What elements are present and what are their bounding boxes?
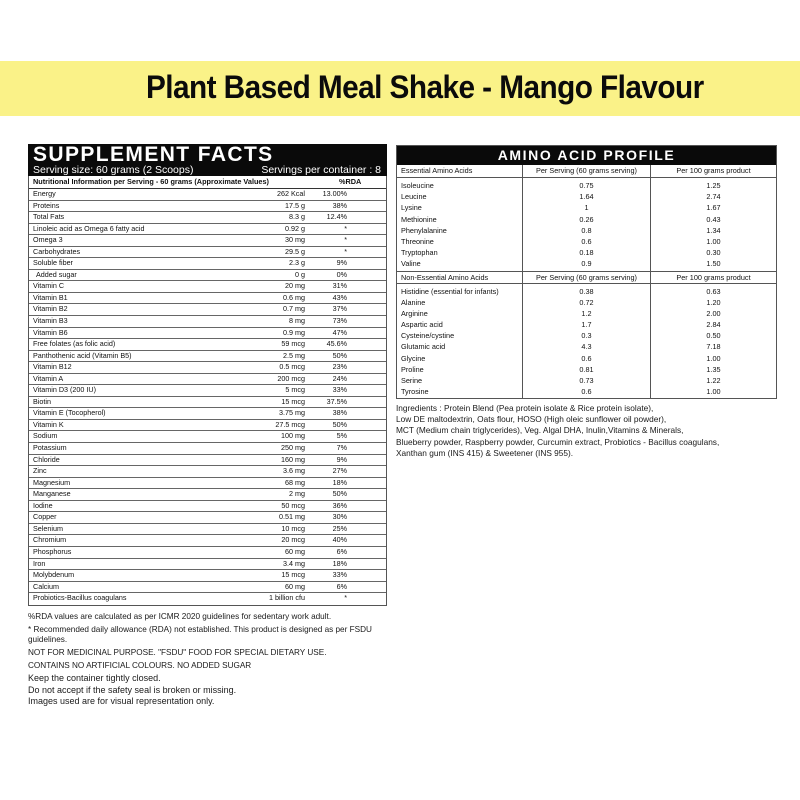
amino-section-header: Per Serving (60 grams serving) [523, 271, 650, 284]
amino-acid-name: Cysteine/cystine [401, 331, 455, 341]
nutrient-name: Vitamin C [33, 281, 65, 291]
nutrient-rda: 12.4% [326, 212, 347, 222]
nutrient-name: Vitamin B1 [33, 292, 68, 302]
nutrient-name: Added sugar [36, 269, 77, 279]
nutrient-name: Manganese [33, 489, 71, 499]
ingredients-line: Blueberry powder, Raspberry powder, Curcumin extract, Probiotics - Bacillus coagulans, [396, 436, 720, 447]
amino-acid-name: Isoleucine [401, 181, 434, 190]
nutrition-header-label: Nutritional Information per Serving - 60 grams (Approximate Values) [33, 177, 269, 186]
amino-acid-value: 2.00 [706, 308, 721, 318]
amino-acid-value: 0.81 [579, 364, 594, 374]
amino-acid-value: 1.00 [706, 236, 721, 246]
amino-acid-value: 0.18 [579, 248, 594, 258]
nutrition-row [29, 270, 386, 282]
nutrition-row [29, 328, 386, 340]
amino-acid-value: 0.50 [706, 331, 721, 341]
nutrition-row [29, 582, 386, 594]
nutrition-row [29, 431, 386, 443]
amino-acid-profile-panel [396, 145, 777, 399]
amino-acid-name: Threonine [401, 236, 434, 246]
nutrient-rda: 50% [332, 419, 347, 429]
nutrient-amount: 30 mg [285, 235, 305, 245]
amino-section-header: Non-Essential Amino Acids [397, 271, 522, 284]
nutrient-rda: 24% [332, 373, 347, 383]
nutrition-row [29, 293, 386, 305]
nutrient-rda: 33% [332, 570, 347, 580]
amino-acid-value: 1.2 [581, 308, 592, 318]
amino-acid-value: 0.43 [706, 214, 721, 224]
product-title: Plant Based Meal Shake - Mango Flavour [146, 69, 704, 105]
nutrition-row [29, 201, 386, 213]
amino-acid-value: 1.34 [706, 225, 721, 235]
nutrient-name: Selenium [33, 523, 63, 533]
nutrition-row [29, 385, 386, 397]
nutrition-row [29, 501, 386, 513]
nutrient-rda: 18% [332, 477, 347, 487]
nutrient-amount: 3.4 mg [283, 558, 305, 568]
nutrient-amount: 20 mg [285, 281, 305, 291]
nutrient-name: Total Fats [33, 212, 65, 222]
title-banner [0, 61, 800, 116]
nutrient-name: Phosphorus [33, 546, 72, 556]
amino-acid-value: 1.35 [706, 364, 721, 374]
nutrient-amount: 15 mcg [281, 396, 305, 406]
nutrient-name: Sodium [33, 431, 58, 441]
nutrition-row [29, 570, 386, 582]
nutrition-row [29, 593, 386, 605]
nutrient-amount: 200 mcg [277, 373, 305, 383]
amino-acid-value: 1.22 [706, 376, 721, 385]
nutrient-rda: 73% [332, 316, 347, 326]
nutrient-rda: 25% [332, 523, 347, 533]
nutrient-amount: 60 mg [285, 581, 305, 591]
amino-acid-value: 1.25 [706, 181, 721, 190]
nutrition-row [29, 512, 386, 524]
amino-acid-value: 1.64 [579, 192, 594, 202]
nutrient-name: Calcium [33, 581, 59, 591]
nutrient-rda: 9% [336, 454, 347, 464]
nutrient-amount: 250 mg [281, 443, 305, 453]
ingredients-line: Ingredients : Protein Blend (Pea protein isolate & Rice protein isolate), [396, 403, 654, 413]
amino-section-header: Per 100 grams product [651, 271, 776, 284]
nutrient-amount: 15 mcg [281, 570, 305, 580]
nutrient-rda: 0% [336, 269, 347, 279]
nutrition-row [29, 559, 386, 571]
amino-acid-name: Alanine [401, 297, 426, 307]
nutrient-amount: 0 g [295, 269, 305, 279]
amino-section-header: Per 100 grams product [651, 165, 776, 178]
ingredients-text [396, 403, 786, 459]
nutrition-row [29, 247, 386, 259]
label-notes [28, 612, 388, 708]
nutrition-row [29, 374, 386, 386]
nutrient-amount: 10 mcg [281, 523, 305, 533]
nutrient-name: Vitamin B3 [33, 316, 68, 326]
nutrition-row [29, 524, 386, 536]
nutrient-name: Probiotics-Bacillus coagulans [33, 593, 127, 603]
nutrition-row [29, 489, 386, 501]
nutrient-amount: 0.5 mcg [279, 362, 305, 372]
amino-acid-name: Leucine [401, 192, 427, 202]
nutrient-amount: 3.75 mg [279, 408, 305, 418]
non-essential-amino-block [651, 284, 776, 399]
nutrient-rda: * [344, 235, 347, 245]
nutrient-rda: 6% [336, 581, 347, 591]
nutrient-rda: * [344, 593, 347, 603]
nutrient-amount: 1 billion cfu [269, 593, 305, 603]
amino-acid-value: 2.74 [706, 192, 721, 202]
nutrient-amount: 0.7 mg [283, 304, 305, 314]
nutrition-row [29, 420, 386, 432]
nutrition-table-header [29, 176, 386, 189]
seal-note: Do not accept if the safety seal is broken or missing. [28, 684, 237, 695]
amino-section-header: Essential Amino Acids [397, 165, 522, 178]
nutrient-rda: 23% [332, 362, 347, 372]
nutrition-row [29, 258, 386, 270]
nutrient-name: Proteins [33, 200, 60, 210]
nutrition-row [29, 443, 386, 455]
amino-acid-name: Tryptophan [401, 248, 438, 258]
nutrient-amount: 5 mcg [285, 385, 305, 395]
non-essential-amino-block [397, 284, 522, 399]
amino-acid-value: 0.6 [581, 353, 592, 363]
nutrition-row [29, 281, 386, 293]
images-note: Images used are for visual representation only. [28, 696, 215, 707]
amino-acid-value: 0.72 [579, 297, 594, 307]
amino-acid-value: 1 [584, 203, 589, 213]
nutrient-rda: 50% [332, 350, 347, 360]
supplement-facts-header [28, 144, 387, 176]
nutrient-amount: 59 mcg [281, 339, 305, 349]
nutrient-rda: 13.00% [322, 189, 347, 198]
rda-header-label: %RDA [339, 177, 362, 186]
nutrient-rda: * [344, 223, 347, 233]
nutrient-rda: 45.6% [326, 339, 347, 349]
amino-acid-value: 1.7 [581, 320, 592, 330]
nutrient-amount: 8.3 g [289, 212, 305, 222]
amino-acid-name: Glutamic acid [401, 342, 446, 352]
nutrient-amount: 68 mg [285, 477, 305, 487]
nutrient-amount: 2.3 g [289, 258, 305, 268]
amino-acid-value: 0.63 [706, 286, 721, 296]
nutrition-row [29, 304, 386, 316]
nutrient-rda: 27% [332, 466, 347, 476]
amino-acid-value: 0.26 [579, 214, 594, 224]
nutrient-name: Vitamin B2 [33, 304, 68, 314]
nutrient-name: Omega 3 [33, 235, 63, 245]
nutrition-row [29, 351, 386, 363]
nutrition-table [28, 176, 387, 606]
nutrition-row [29, 316, 386, 328]
nutrient-amount: 17.5 g [285, 200, 305, 210]
amino-acid-value: 0.75 [579, 181, 594, 190]
nutrient-rda: 5% [336, 431, 347, 441]
amino-acid-value: 0.9 [581, 259, 592, 269]
nutrient-name: Carbohydrates [33, 246, 81, 256]
nutrition-row [29, 466, 386, 478]
nutrient-rda: 40% [332, 535, 347, 545]
nutrient-rda: 47% [332, 327, 347, 337]
amino-acid-value: 0.3 [581, 331, 592, 341]
nutrition-row [29, 339, 386, 351]
nutrient-name: Copper [33, 512, 57, 522]
nutrient-name: Biotin [33, 396, 51, 406]
amino-acid-name: Tyrosine [401, 387, 429, 397]
nutrient-name: Chromium [33, 535, 67, 545]
nutrient-name: Iron [33, 558, 46, 568]
nutrient-amount: 29.5 g [285, 246, 305, 256]
amino-name-column [397, 165, 523, 398]
nutrient-rda: 30% [332, 512, 347, 522]
essential-amino-block [523, 178, 650, 271]
amino-per-100g-column [651, 165, 776, 398]
amino-acid-value: 0.6 [581, 387, 592, 397]
colours-note: CONTAINS NO ARTIFICIAL COLOURS. NO ADDED SUGAR [28, 660, 252, 670]
nutrient-amount: 0.51 mg [279, 512, 305, 522]
amino-acid-value: 1.67 [706, 203, 721, 213]
nutrition-row [29, 455, 386, 467]
nutrient-name: Potassium [33, 443, 67, 453]
nutrient-amount: 2 mg [289, 489, 305, 499]
nutrient-rda: 18% [332, 558, 347, 568]
nutrient-amount: 2.5 mg [283, 350, 305, 360]
nutrient-amount: 0.6 mg [283, 292, 305, 302]
amino-acid-name: Histidine (essential for infants) [401, 286, 499, 296]
nutrient-amount: 20 mcg [281, 535, 305, 545]
nutrient-rda: 38% [332, 200, 347, 210]
nutrient-amount: 262 Kcal [277, 189, 305, 198]
nutrient-name: Panthothenic acid (Vitamin B5) [33, 350, 132, 360]
amino-acid-value: 0.8 [581, 225, 592, 235]
amino-section-header: Per Serving (60 grams serving) [523, 165, 650, 178]
nutrient-rda: 6% [336, 546, 347, 556]
amino-acid-name: Lysine [401, 203, 422, 213]
amino-acid-name: Phenylalanine [401, 225, 447, 235]
nutrient-name: Vitamin A [33, 373, 64, 383]
nutrient-rda: 37.5% [326, 396, 347, 406]
ingredients-line: MCT (Medium chain triglycerides), Veg. Algal DHA, Inulin,Vitamins & Minerals, [396, 425, 684, 436]
nutrient-rda: 31% [332, 281, 347, 291]
nutrient-name: Vitamin B12 [33, 362, 72, 372]
amino-acid-table [397, 165, 776, 398]
amino-acid-value: 4.3 [581, 342, 592, 352]
amino-acid-value: 0.73 [579, 376, 594, 385]
ingredients-line: Xanthan gum (INS 415) & Sweetener (INS 955). [396, 447, 574, 458]
nutrition-row [29, 189, 386, 201]
asterisk-note: * Recommended daily allowance (RDA) not established. This product is designed as per FSDU guidelines. [28, 624, 372, 644]
amino-acid-value: 7.18 [706, 342, 721, 352]
amino-acid-value: 1.50 [706, 259, 721, 269]
amino-per-serving-column [523, 165, 651, 398]
amino-acid-value: 1.00 [706, 353, 721, 363]
nutrient-name: Vitamin D3 (200 IU) [33, 385, 96, 395]
nutrient-name: Free folates (as folic acid) [33, 339, 116, 349]
nutrient-name: Energy [33, 189, 56, 198]
nutrient-amount: 160 mg [281, 454, 305, 464]
essential-amino-block [651, 178, 776, 271]
nutrition-row [29, 478, 386, 490]
nutrient-amount: 50 mcg [281, 500, 305, 510]
nutrient-rda: 38% [332, 408, 347, 418]
nutrition-row [29, 397, 386, 409]
nutrient-amount: 3.6 mg [283, 466, 305, 476]
nutrient-name: Linoleic acid as Omega 6 fatty acid [33, 223, 145, 233]
rda-note: %RDA values are calculated as per ICMR 2020 guidelines for sedentary work adult. [28, 612, 332, 621]
nutrient-name: Chloride [33, 454, 60, 464]
amino-acid-name: Arginine [401, 308, 428, 318]
amino-acid-value: 1.00 [706, 387, 721, 397]
supplement-facts-title: SUPPLEMENT FACTS [33, 143, 274, 166]
nutrient-rda: 9% [336, 258, 347, 268]
amino-acid-profile-title: AMINO ACID PROFILE [397, 146, 776, 165]
nutrient-rda: 36% [332, 500, 347, 510]
nutrient-name: Iodine [33, 500, 53, 510]
nutrient-name: Zinc [33, 466, 47, 476]
nutrient-rda: * [344, 246, 347, 256]
nutrient-name: Molybdenum [33, 570, 75, 580]
amino-acid-name: Methionine [401, 214, 437, 224]
amino-acid-value: 2.84 [706, 320, 721, 330]
amino-acid-name: Glycine [401, 353, 426, 363]
nutrient-rda: 7% [336, 443, 347, 453]
nutrient-name: Vitamin B6 [33, 327, 68, 337]
amino-acid-value: 0.6 [581, 236, 592, 246]
nutrient-amount: 0.9 mg [283, 327, 305, 337]
amino-acid-name: Serine [401, 376, 423, 385]
amino-acid-value: 0.38 [579, 286, 594, 296]
nutrient-amount: 0.92 g [285, 223, 305, 233]
servings-per-container: Servings per container : 8 [261, 164, 381, 176]
nutrient-amount: 100 mg [281, 431, 305, 441]
nutrient-name: Soluble fiber [33, 258, 73, 268]
non-essential-amino-block [523, 284, 650, 399]
nutrient-name: Vitamin E (Tocopherol) [33, 408, 106, 418]
essential-amino-block [397, 178, 522, 271]
nutrient-name: Magnesium [33, 477, 71, 487]
amino-acid-name: Aspartic acid [401, 320, 443, 330]
nutrient-amount: 27.5 mcg [275, 419, 305, 429]
nutrient-rda: 43% [332, 292, 347, 302]
supplement-facts-panel [28, 144, 387, 606]
amino-acid-value: 1.20 [706, 297, 721, 307]
nutrition-row [29, 362, 386, 374]
nutrition-row [29, 224, 386, 236]
amino-acid-name: Proline [401, 364, 424, 374]
nutrition-row [29, 535, 386, 547]
amino-acid-name: Valine [401, 259, 421, 269]
nutrition-row [29, 212, 386, 224]
nutrition-row [29, 235, 386, 247]
nutrient-rda: 37% [332, 304, 347, 314]
ingredients-line: Low DE maltodextrin, Oats flour, HOSO (High oleic sunflower oil powder), [396, 414, 667, 425]
nutrient-rda: 50% [332, 489, 347, 499]
medicinal-note: NOT FOR MEDICINAL PURPOSE. "FSDU" FOOD FOR SPECIAL DIETARY USE. [28, 647, 327, 657]
nutrient-amount: 8 mg [289, 316, 305, 326]
nutrition-row [29, 547, 386, 559]
serving-size: Serving size: 60 grams (2 Scoops) [33, 164, 194, 176]
amino-acid-value: 0.30 [706, 248, 721, 258]
nutrition-row [29, 408, 386, 420]
nutrient-name: Vitamin K [33, 419, 64, 429]
nutrient-amount: 60 mg [285, 546, 305, 556]
storage-note: Keep the container tightly closed. [28, 673, 161, 684]
nutrient-rda: 33% [332, 385, 347, 395]
